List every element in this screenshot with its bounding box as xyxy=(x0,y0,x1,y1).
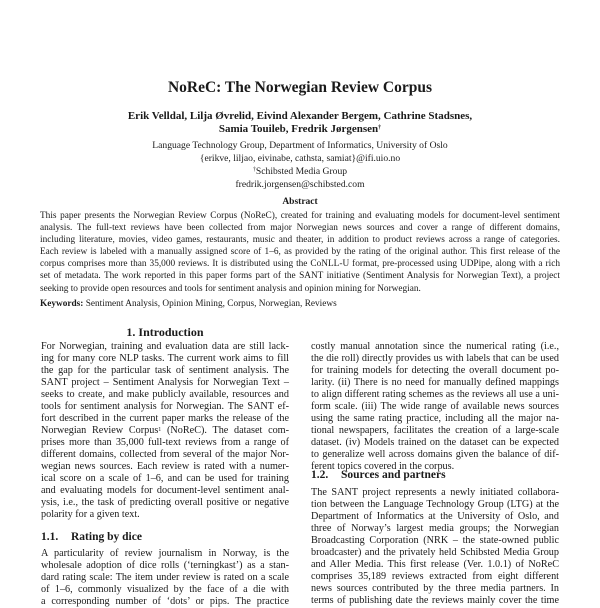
introduction-body-continued xyxy=(311,341,559,473)
text-line: three of Norway’s largest media groups; the Norwegian xyxy=(311,523,559,534)
subsection-title: Rating by dice xyxy=(71,531,142,543)
text-line: Broadcasting Corporation (NRK – the state-owned public xyxy=(311,535,559,546)
text-line: This paper presents the Norwegian Review Corpus (NoReC), created for training and evaluating models for document-level sentiment xyxy=(40,211,560,221)
text-fragment: (NoReC). The dataset com- xyxy=(161,425,289,436)
text-line: to generalize well across domains given the balance of dif- xyxy=(311,449,559,460)
subsection-number: 1.1. xyxy=(41,531,59,543)
text-line: ysis, i.e., the task of predicting overall positive or negative xyxy=(41,497,289,508)
affiliation-group: Language Technology Group, Department of Informatics, University of Oslo xyxy=(152,140,448,151)
text-line: fort described in the current paper marks the release of the xyxy=(41,413,289,424)
text-line: polarity for a given text. xyxy=(41,509,140,520)
company-name: Schibsted Media Group xyxy=(255,166,348,177)
text-line: costly manual annotation since the numerical rating (i.e., xyxy=(311,341,559,352)
text-line: corpus comprises more than 35,000 reviews. It is distributed using the CoNLL-U format, pre-processed using UDPipe, along with a rich xyxy=(40,259,560,270)
text-line: to align different rating schemes as the reviews all use a uni- xyxy=(311,389,559,400)
text-line: tion between the Language Technology Group (LTG) at the xyxy=(311,499,559,510)
introduction-body xyxy=(41,341,289,521)
text-line: A particularity of review journalism in Norway, is the xyxy=(41,548,289,559)
abstract-body xyxy=(40,210,560,295)
text-line: form scale. (iii) The wide range of available news sources xyxy=(311,401,559,412)
company-email: fredrik.jorgensen@schibsted.com xyxy=(235,179,365,190)
text-line: dataset. (iv) Models trained on the dataset can be expected xyxy=(311,437,559,448)
subsection-title: Sources and partners xyxy=(341,469,446,481)
text-line: dard rating scale: The item under review is rated on a scale xyxy=(41,572,289,583)
keywords-label: Keywords: xyxy=(40,299,84,309)
text-line: different domains, collected from several of the major Nor- xyxy=(41,449,289,460)
dagger-mark: † xyxy=(378,125,382,131)
text-line: wegian news sources. Each review is rated with a numer- xyxy=(41,461,289,472)
text-line: set of metadata. The work reported in this paper forms part of the SANT initiative (Sentiment Analysis for Norwegian Text), a project xyxy=(40,271,560,282)
text-line: ical score on a scale of 1–6, and can be used for training xyxy=(41,473,289,484)
text-line: wholesale adoption of dice rolls (‘terningkast’) as a stan- xyxy=(41,560,289,571)
text-line: comprises 35,189 reviews extracted from eight different xyxy=(311,571,559,582)
text-line: prises more than 35,000 full-text reviews from a range of xyxy=(41,437,289,448)
abstract-heading: Abstract xyxy=(282,197,318,207)
affiliation-emails: {erikve, liljao, eivinabe, cathsta, samiat}@ifi.uio.no xyxy=(199,153,401,164)
keywords xyxy=(40,299,337,309)
text-line: for training models for detecting the overall document po- xyxy=(311,365,559,376)
text-line: broadcaster) and the privately held Schibsted Media Group xyxy=(311,547,559,558)
text-line: a corresponding number of ‘dots’ or pips. The practice xyxy=(41,596,289,607)
text-line: tools for sentiment analysis for Norwegian. The SANT ef- xyxy=(41,401,289,412)
text-line: ferent topics covered in the corpus. xyxy=(311,461,455,472)
section-heading-introduction: 1. Introduction xyxy=(126,325,204,339)
text-line: tional newspapers, facilitates the creation of a large-scale xyxy=(311,425,559,436)
text-line: using the same rating practice, including all the major na- xyxy=(311,413,559,424)
keywords-text: Sentiment Analysis, Opinion Mining, Corpus, Norwegian, Reviews xyxy=(83,299,337,309)
authors-line-1: Erik Velldal, Lilja Øvrelid, Eivind Alexander Bergem, Cathrine Stadsnes, xyxy=(127,110,473,122)
text-line: seeking to provide open resources and tools for sentiment analysis and opinion mining for Norwegian. xyxy=(40,283,421,294)
text-line: ing for many core NLP tasks. The current work aims to fill xyxy=(41,353,289,364)
text-line: the gap for the particular task of sentiment analysis. The xyxy=(41,365,289,376)
text-line: larity. (ii) There is no need for manually defined mappings xyxy=(311,377,559,388)
rating-body xyxy=(41,548,289,608)
authors-line-2 xyxy=(0,123,600,137)
text-line: Department of Informatics at the University of Oslo, and xyxy=(311,511,559,522)
text-line: The SANT project represents a newly initiated collabora- xyxy=(311,487,559,498)
footnote-mark: 1 xyxy=(158,427,162,433)
text-line: the die roll) directly provides us with labels that can be used xyxy=(311,353,559,364)
text-line: and evaluating models for document-level sentiment anal- xyxy=(41,485,289,496)
text-line: SANT project – Sentiment Analysis for Norwegian Text – xyxy=(41,377,289,388)
subsection-number: 1.2. xyxy=(311,469,329,481)
text-line: seeks to create, and make publicly available, resources and xyxy=(41,389,289,400)
text-line xyxy=(41,425,289,437)
text-line: and Aller Media. This first release (Ver. 1.0.1) of NoReC xyxy=(311,559,559,570)
subsection-heading-sources xyxy=(311,469,446,481)
text-line: terms of publishing date the reviews mainly cover the time xyxy=(311,595,559,606)
text-fragment: Norwegian Review Corpus xyxy=(41,425,159,436)
authors-line-2-text: Samia Touileb, Fredrik Jørgensen xyxy=(218,123,379,135)
text-line: news sources contributed by the three media partners. In xyxy=(311,583,559,594)
text-line: including literature, movies, video games, restaurants, music and theater, in addition to product reviews across a range of categories. xyxy=(40,235,560,246)
text-line: of 1–6, commonly visualized by the face of a die with xyxy=(41,584,289,595)
text-line: For Norwegian, training and evaluation data are still lack- xyxy=(41,341,289,352)
text-line: Each review is labeled with a manually assigned score of 1–6, as provided by the rating of the original author. This first release of the xyxy=(40,247,560,258)
paper-title: NoReC: The Norwegian Review Corpus xyxy=(167,79,433,96)
affiliation-company xyxy=(0,165,600,178)
subsection-heading-rating xyxy=(41,531,142,543)
text-line: analysis. The full-text reviews have been collected from major Norwegian news sources and cover a range of different domains, xyxy=(40,223,560,234)
sources-body xyxy=(311,487,559,607)
dagger-mark: † xyxy=(252,167,256,173)
